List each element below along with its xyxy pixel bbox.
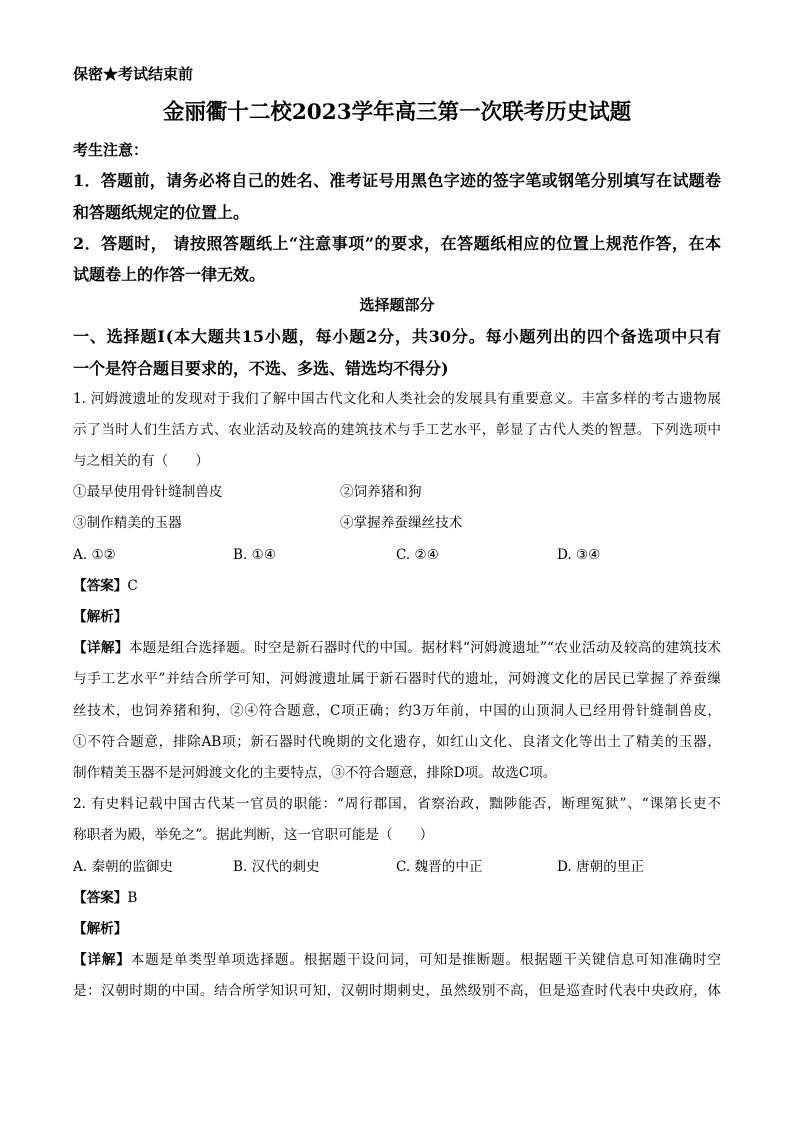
answer-option: D. ③④: [557, 546, 601, 563]
question-1: [73, 384, 721, 789]
detail-line: [73, 945, 721, 976]
analysis-label: 【解析】: [73, 920, 128, 937]
analysis-label: 【解析】: [73, 609, 128, 625]
statement-item: ③制作精美的玉器: [73, 515, 182, 532]
notice-line: 和答题纸规定的位置上。: [73, 202, 250, 222]
detail-line: 是：汉朝时期的中国。结合所学知识可知，汉朝时期刺史，虽然级别不高，但是巡查时代表中央政府，体: [73, 983, 721, 1000]
answer-line: [73, 571, 721, 602]
detail-text: 本题是组合选择题。时空是新石器时代的中国。据材料“河姆渡遗址”“农业活动及较高的建筑技术: [128, 640, 721, 657]
answer-line: [73, 883, 721, 914]
answer-option: A. 秦朝的监御史: [73, 858, 174, 875]
notice-line: 1．答题前，请务必将自己的姓名、准考证号用黑色字迹的签字笔或钢笔分别填写在试题卷: [73, 171, 721, 191]
answer-label: 【答案】: [73, 577, 128, 594]
options-row: [73, 852, 721, 883]
options-row: [73, 540, 721, 571]
answer-value: B: [127, 889, 138, 906]
page-content: [73, 59, 721, 1007]
detail-line: 与手工艺水平”并结合所学可知，河姆渡遗址属于新石器时代的遗址，河姆渡文化的居民已掌握了养蚕缫: [73, 671, 721, 688]
answer-label: 【答案】: [73, 889, 128, 906]
question-stem-line: 1. 河姆渡遗址的发现对于我们了解中国古代文化和人类社会的发展具有重要意义。丰富多样的考古遗物展: [73, 390, 721, 407]
answer-option: B. 汉代的刺史: [233, 858, 320, 875]
detail-label: 【详解】: [73, 640, 129, 657]
detail-line: [73, 633, 721, 664]
question-stem-line: 2. 有史料记载中国古代某一官员的职能：“周行郡国，省察治政，黜陟能否，断理冤狱”、“课第长吏不: [73, 796, 721, 813]
question-stem-line: 示了当时人们生活方式、农业活动及较高的建筑技术与手工艺水平，彰显了古代人类的智慧。下列选项中: [73, 421, 721, 438]
answer-option: B. ①④: [233, 546, 277, 563]
statements-row: [73, 477, 721, 508]
answer-option: D. 唐朝的里正: [557, 858, 645, 875]
confidentiality-mark: 保密★考试结束前: [73, 65, 194, 84]
section-title: 选择题部分: [359, 296, 435, 315]
section-instruction-line: 一个是符合题目要求的，不选、多选、错选均不得分): [73, 358, 449, 378]
statement-item: ②饲养猪和狗: [340, 484, 422, 501]
notice-line: 2．答题时， 请按照答题纸上“注意事项”的要求，在答题纸相应的位置上规范作答，在本: [73, 233, 721, 253]
detail-line: 丝技术，也饲养猪和狗，②④符合题意，C项正确；约3万年前，中国的山顶洞人已经用骨针缝制兽皮，: [73, 702, 721, 719]
answer-option: A. ①②: [73, 546, 116, 563]
statements-row: [73, 508, 721, 539]
question-2: [73, 789, 721, 1007]
statement-item: ④掌握养蚕缫丝技术: [340, 515, 463, 532]
answer-option: C. ②④: [396, 546, 439, 563]
answer-option: C. 魏晋的中正: [396, 858, 483, 875]
statement-item: ①最早使用骨针缝制兽皮: [73, 484, 223, 501]
notice-heading: 考生注意：: [73, 141, 149, 160]
answer-value: C: [127, 577, 138, 594]
detail-text: 本题是单类型单项选择题。根据题干设问词，可知是推断题。根据题干关键信息可知准确时空: [130, 952, 721, 969]
detail-label: 【详解】: [73, 952, 131, 969]
detail-line: ①不符合题意，排除AB项；新石器时代晚期的文化遗存，如红山文化、良渚文化等出土了精美的玉器，: [73, 733, 721, 750]
notice-line: 试题卷上的作答一律无效。: [73, 264, 266, 284]
question-stem-line: 与之相关的有（ ）: [73, 453, 209, 470]
section-instruction-line: 一、选择题Ⅰ(本大题共15小题，每小题2分，共30分。每小题列出的四个备选项中只有: [73, 327, 721, 347]
detail-line: 制作精美玉器不是河姆渡文化的主要特点，③不符合题意，排除D项。故选C项。: [73, 764, 557, 781]
question-stem-line: 称职者为殿，举免之”。据此判断，这一官职可能是（ ）: [73, 827, 434, 844]
exam-title: 金丽衢十二校2023学年高三第一次联考历史试题: [162, 99, 632, 125]
